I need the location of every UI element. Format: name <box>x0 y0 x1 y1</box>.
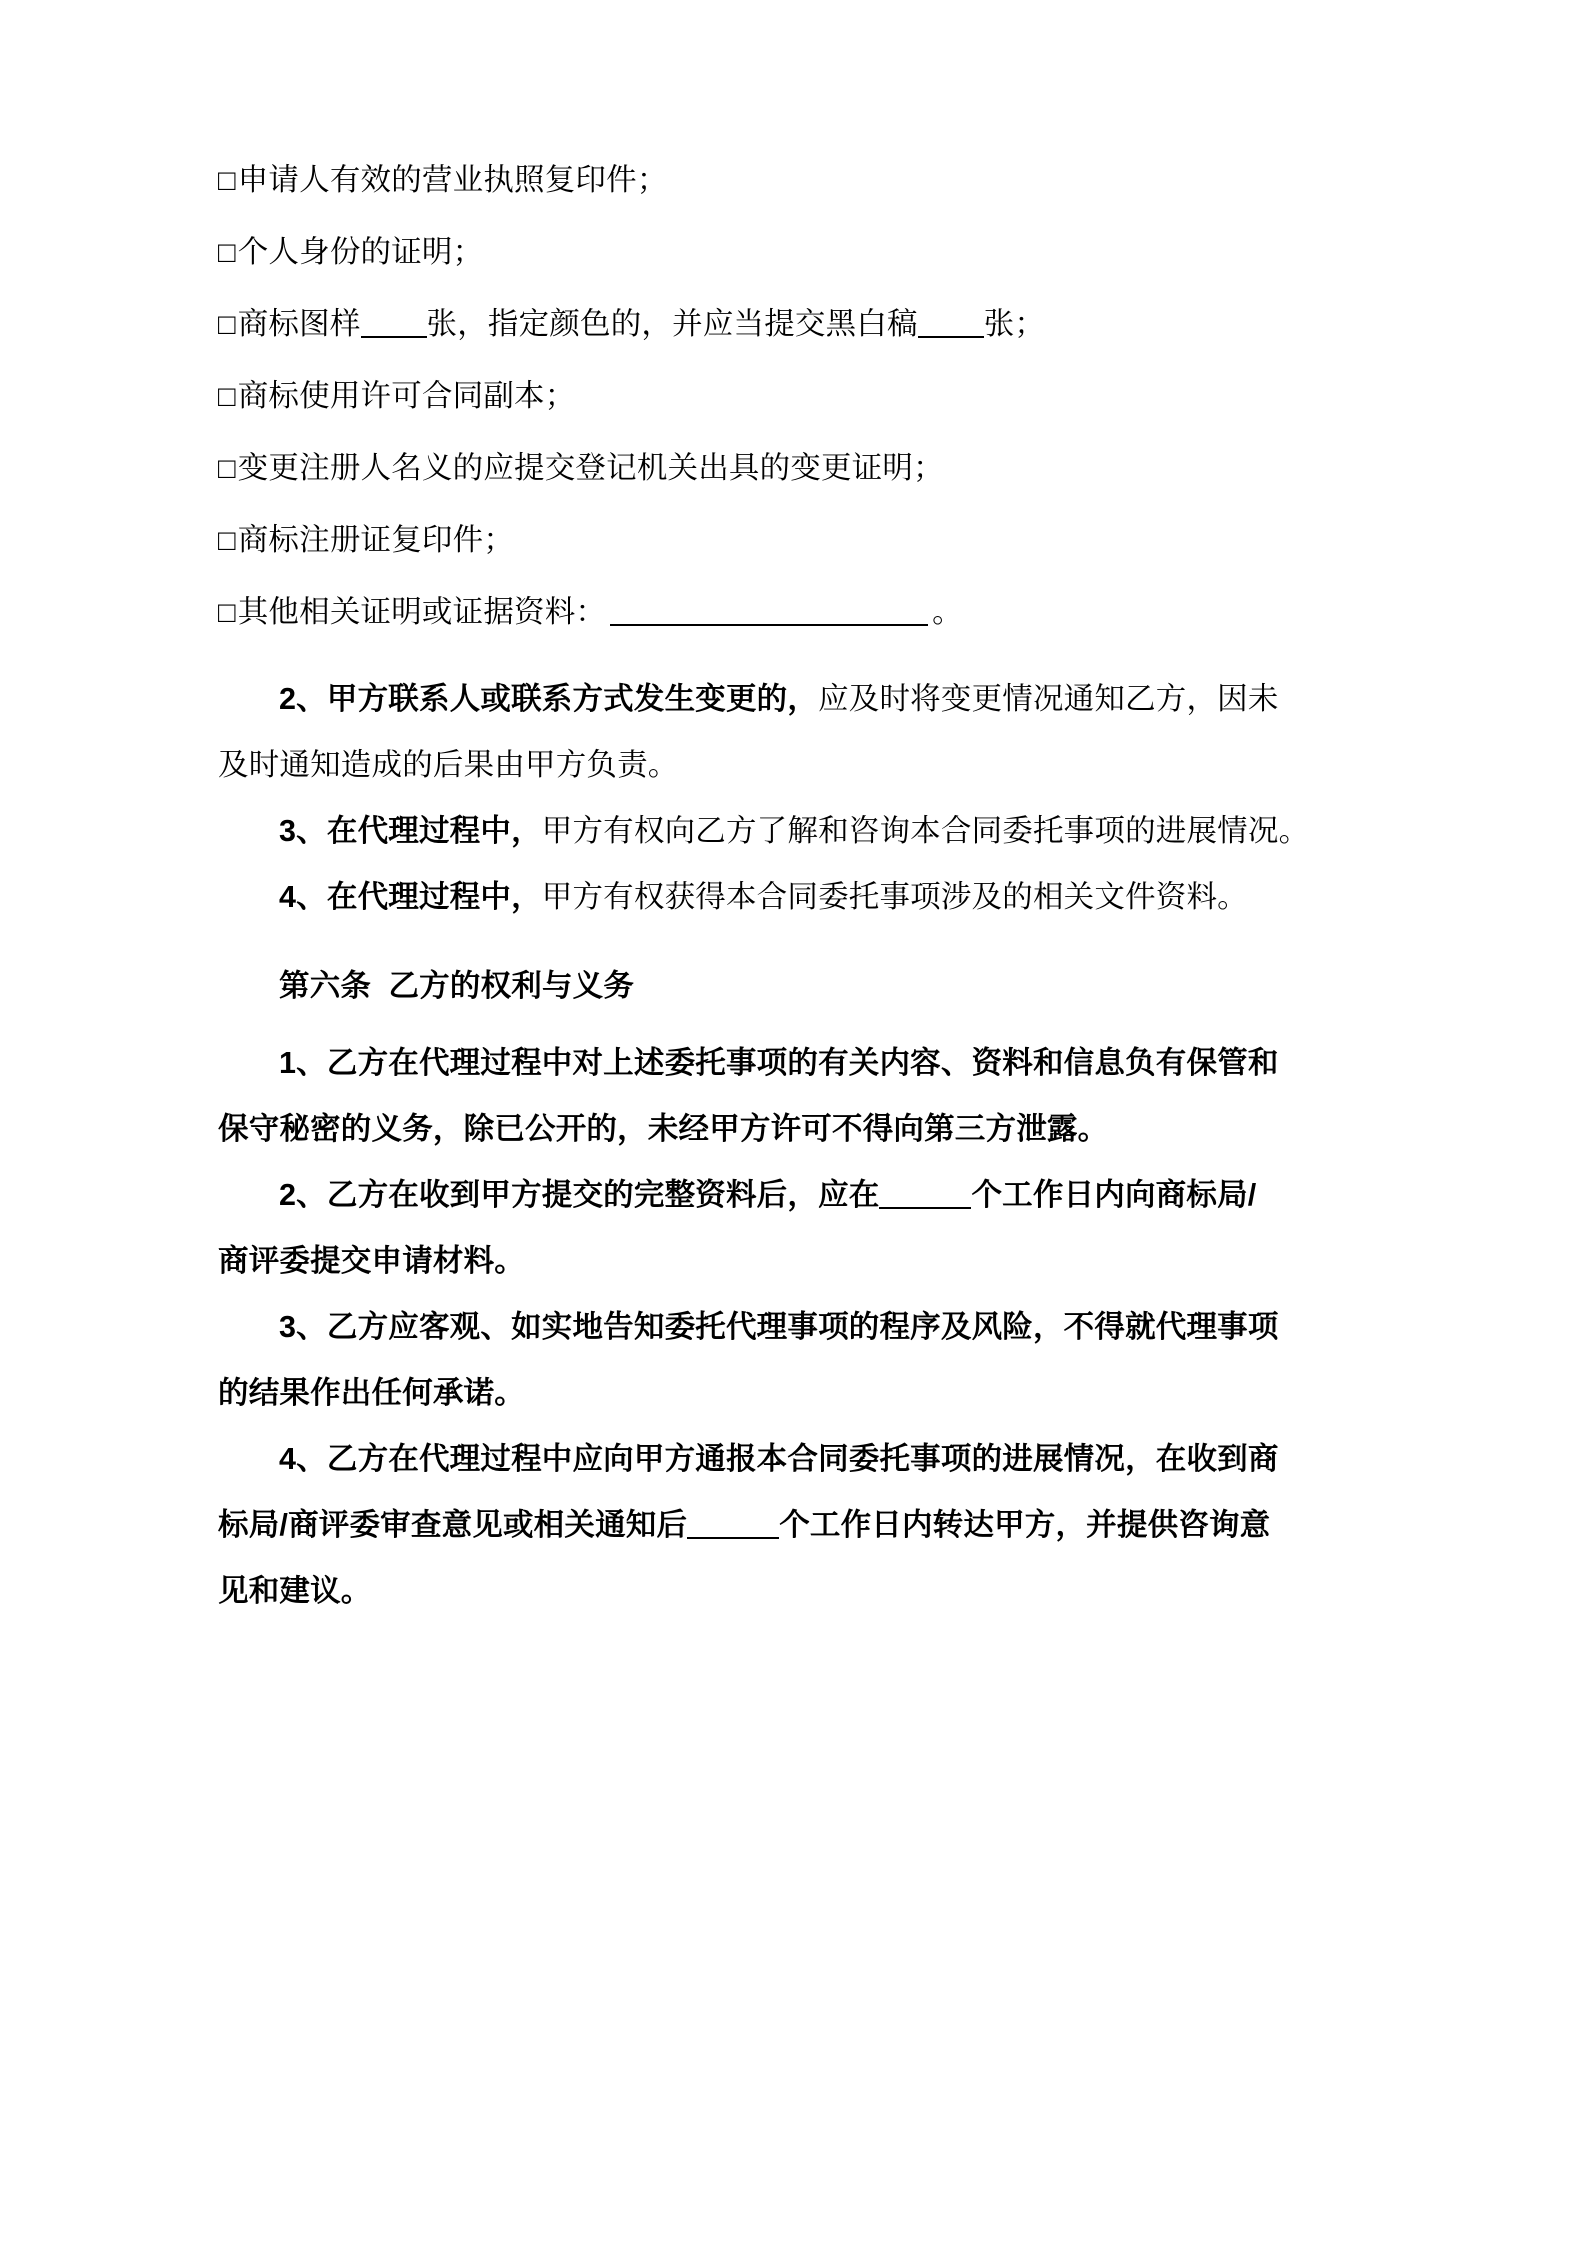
checklist-item-7 <box>218 592 1373 633</box>
clause-2 <box>218 668 1373 731</box>
checklist-item-7-label-before: 其他相关证明或证据资料： <box>237 595 607 629</box>
checkbox-icon[interactable]: □ <box>218 165 236 197</box>
checkbox-icon[interactable]: □ <box>218 237 236 269</box>
clause-2-number: 2、 <box>279 682 327 716</box>
checklist-item-3-label-mid: 张，指定颜色的，并应当提交黑白稿 <box>426 307 918 341</box>
checkbox-icon[interactable]: □ <box>218 525 236 557</box>
blank-field-other-materials[interactable] <box>610 624 928 626</box>
article6-clause-1 <box>218 1032 1373 1095</box>
clause-4-text: 甲方有权获得本合同委托事项涉及的相关文件资料。 <box>541 880 1248 914</box>
checklist-item-6 <box>218 520 1373 561</box>
article6-clause-3 <box>218 1296 1373 1359</box>
checkbox-icon[interactable]: □ <box>218 597 236 629</box>
checklist-item-7-label-after: 。 <box>932 595 963 629</box>
article6-clause-4-line1: 乙方在代理过程中应向甲方通报本合同委托事项的进展情况，在收到商 <box>326 1442 1279 1476</box>
blank-field-working-days-submit[interactable] <box>879 1207 971 1209</box>
checkbox-icon[interactable]: □ <box>218 309 236 341</box>
clause-3 <box>218 800 1373 863</box>
checklist-item-2-label: 个人身份的证明； <box>237 235 484 269</box>
article6-clause-2-line1b: 个工作日内向商标局/ <box>971 1178 1257 1212</box>
article6-clause-4-number: 4、 <box>279 1442 327 1476</box>
clause-3-number: 3、 <box>279 814 327 848</box>
article6-clause-3-number: 3、 <box>279 1310 327 1344</box>
clause-2-continuation: 及时通知造成的后果由甲方负责。 <box>218 748 679 782</box>
article6-clause-4-line2 <box>218 1494 1373 1557</box>
article6-clause-2-line1a: 乙方在收到甲方提交的完整资料后，应在 <box>326 1178 880 1212</box>
checkbox-icon[interactable]: □ <box>218 381 236 413</box>
clause-3-text: 甲方有权向乙方了解和咨询本合同委托事项的进展情况。 <box>541 814 1310 848</box>
article6-clause-4-line2a: 标局/商评委审查意见或相关通知后 <box>218 1508 688 1542</box>
checklist-item-5 <box>218 448 1373 489</box>
article6-clause-1-line1: 乙方在代理过程中对上述委托事项的有关内容、资料和信息负有保管和 <box>326 1046 1279 1080</box>
document-body <box>218 160 1373 1626</box>
checklist-item-4-label: 商标使用许可合同副本； <box>237 379 576 413</box>
article6-clause-1-line2: 保守秘密的义务，除已公开的，未经甲方许可不得向第三方泄露。 <box>218 1112 1109 1146</box>
article6-clause-1-number: 1、 <box>279 1046 327 1080</box>
article6-clause-2-number: 2、 <box>279 1178 327 1212</box>
article6-clause-4-line3: 见和建议。 <box>218 1574 372 1608</box>
clause-4-lead: 在代理过程中， <box>326 880 542 914</box>
article6-clause-4 <box>218 1428 1373 1491</box>
article6-clause-3-line2: 的结果作出任何承诺。 <box>218 1376 525 1410</box>
blank-field-working-days-notify[interactable] <box>687 1537 779 1539</box>
article6-clause-2 <box>218 1164 1373 1227</box>
clause-3-lead: 在代理过程中， <box>326 814 542 848</box>
blank-field-sheets-bw[interactable] <box>918 336 984 338</box>
clause-4 <box>218 866 1373 929</box>
checklist-item-6-label: 商标注册证复印件； <box>237 523 515 557</box>
checklist-item-1 <box>218 160 1373 201</box>
checklist-item-5-label: 变更注册人名义的应提交登记机关出具的变更证明； <box>237 451 944 485</box>
section-heading-article-6: 第六条 乙方的权利与义务 <box>279 969 635 1003</box>
clause-4-number: 4、 <box>279 880 327 914</box>
checklist-item-2 <box>218 232 1373 273</box>
checklist-item-4 <box>218 376 1373 417</box>
article6-clause-2-line2: 商评委提交申请材料。 <box>218 1244 525 1278</box>
article6-clause-4-line2b: 个工作日内转达甲方，并提供咨询意 <box>779 1508 1271 1542</box>
clause-2-lead: 甲方联系人或联系方式发生变更的， <box>326 682 819 716</box>
article6-clause-3-line1: 乙方应客观、如实地告知委托代理事项的程序及风险，不得就代理事项 <box>326 1310 1279 1344</box>
checkbox-icon[interactable]: □ <box>218 453 236 485</box>
clause-2-text: 应及时将变更情况通知乙方，因未 <box>818 682 1279 716</box>
blank-field-sheets-color[interactable] <box>361 336 427 338</box>
checklist-item-3 <box>218 304 1373 345</box>
checklist-item-1-label: 申请人有效的营业执照复印件； <box>237 163 668 197</box>
checklist-item-3-label-before: 商标图样 <box>237 307 361 341</box>
checklist-item-3-label-after: 张； <box>983 307 1046 341</box>
